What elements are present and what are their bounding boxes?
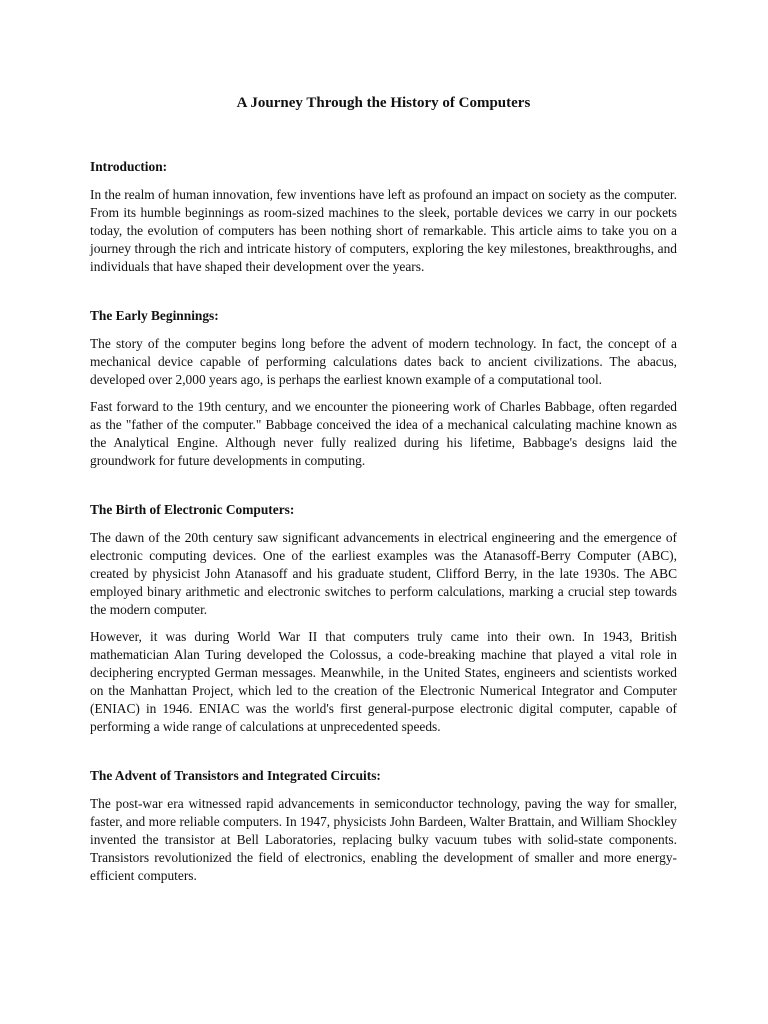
paragraph: In the realm of human innovation, few inventions have left as profound an impact on society as the computer. From its humble beginnings as room-sized machines to the sleek, portable devices we carry in our pockets today, the evolution of computers has been nothing short of remarkable. This article aims to take you on a journey through the rich and intricate history of computers, exploring the key milestones, breakthroughs, and individuals that have shaped their development over the years.	[90, 187, 677, 274]
section-early-beginnings	[90, 307, 677, 470]
paragraph: Fast forward to the 19th century, and we encounter the pioneering work of Charles Babbage, often regarded as the "father of the computer." Babbage conceived the idea of a mechanical calculating machine known as the Analytical Engine. Although never fully realized during his lifetime, Babbage's designs laid the groundwork for future developments in computing.	[90, 399, 677, 468]
section-heading: The Early Beginnings:	[90, 308, 219, 323]
paragraph: The dawn of the 20th century saw significant advancements in electrical engineering and the emergence of electronic computing devices. One of the earliest examples was the Atanasoff-Berry Computer (ABC), created by physicist John Atanasoff and his graduate student, Clifford Berry, in the late 1930s. The ABC employed binary arithmetic and electronic switches to perform calculations, marking a crucial step towards the modern computer.	[90, 530, 677, 617]
section-heading: The Birth of Electronic Computers:	[90, 502, 295, 517]
section-heading: The Advent of Transistors and Integrated Circuits:	[90, 768, 381, 783]
section-transistors	[90, 767, 677, 885]
paragraph: However, it was during World War II that computers truly came into their own. In 1943, British mathematician Alan Turing developed the Colossus, a code-breaking machine that played a vital role in deciphering encrypted German messages. Meanwhile, in the United States, engineers and scientists worked on the Manhattan Project, which led to the creation of the Electronic Numerical Integrator and Computer (ENIAC) in 1946. ENIAC was the world's first general-purpose electronic digital computer, capable of performing a wide range of calculations at unprecedented speeds.	[90, 629, 677, 734]
paragraph: The story of the computer begins long before the advent of modern technology. In fact, the concept of a mechanical device capable of performing calculations dates back to ancient civilizations. The abacus, developed over 2,000 years ago, is perhaps the earliest known example of a computational tool.	[90, 336, 677, 387]
document-title: A Journey Through the History of Computers	[236, 95, 531, 111]
paragraph: The post-war era witnessed rapid advancements in semiconductor technology, paving the way for smaller, faster, and more reliable computers. In 1947, physicists John Bardeen, Walter Brattain, and William Shockley invented the transistor at Bell Laboratories, replacing bulky vacuum tubes with solid-state components. Transistors revolutionized the field of electronics, enabling the development of smaller and more energy-efficient computers.	[90, 796, 677, 883]
section-introduction	[90, 158, 677, 276]
section-electronic-computers	[90, 501, 677, 736]
document-page	[90, 92, 677, 916]
section-heading: Introduction:	[90, 159, 168, 174]
